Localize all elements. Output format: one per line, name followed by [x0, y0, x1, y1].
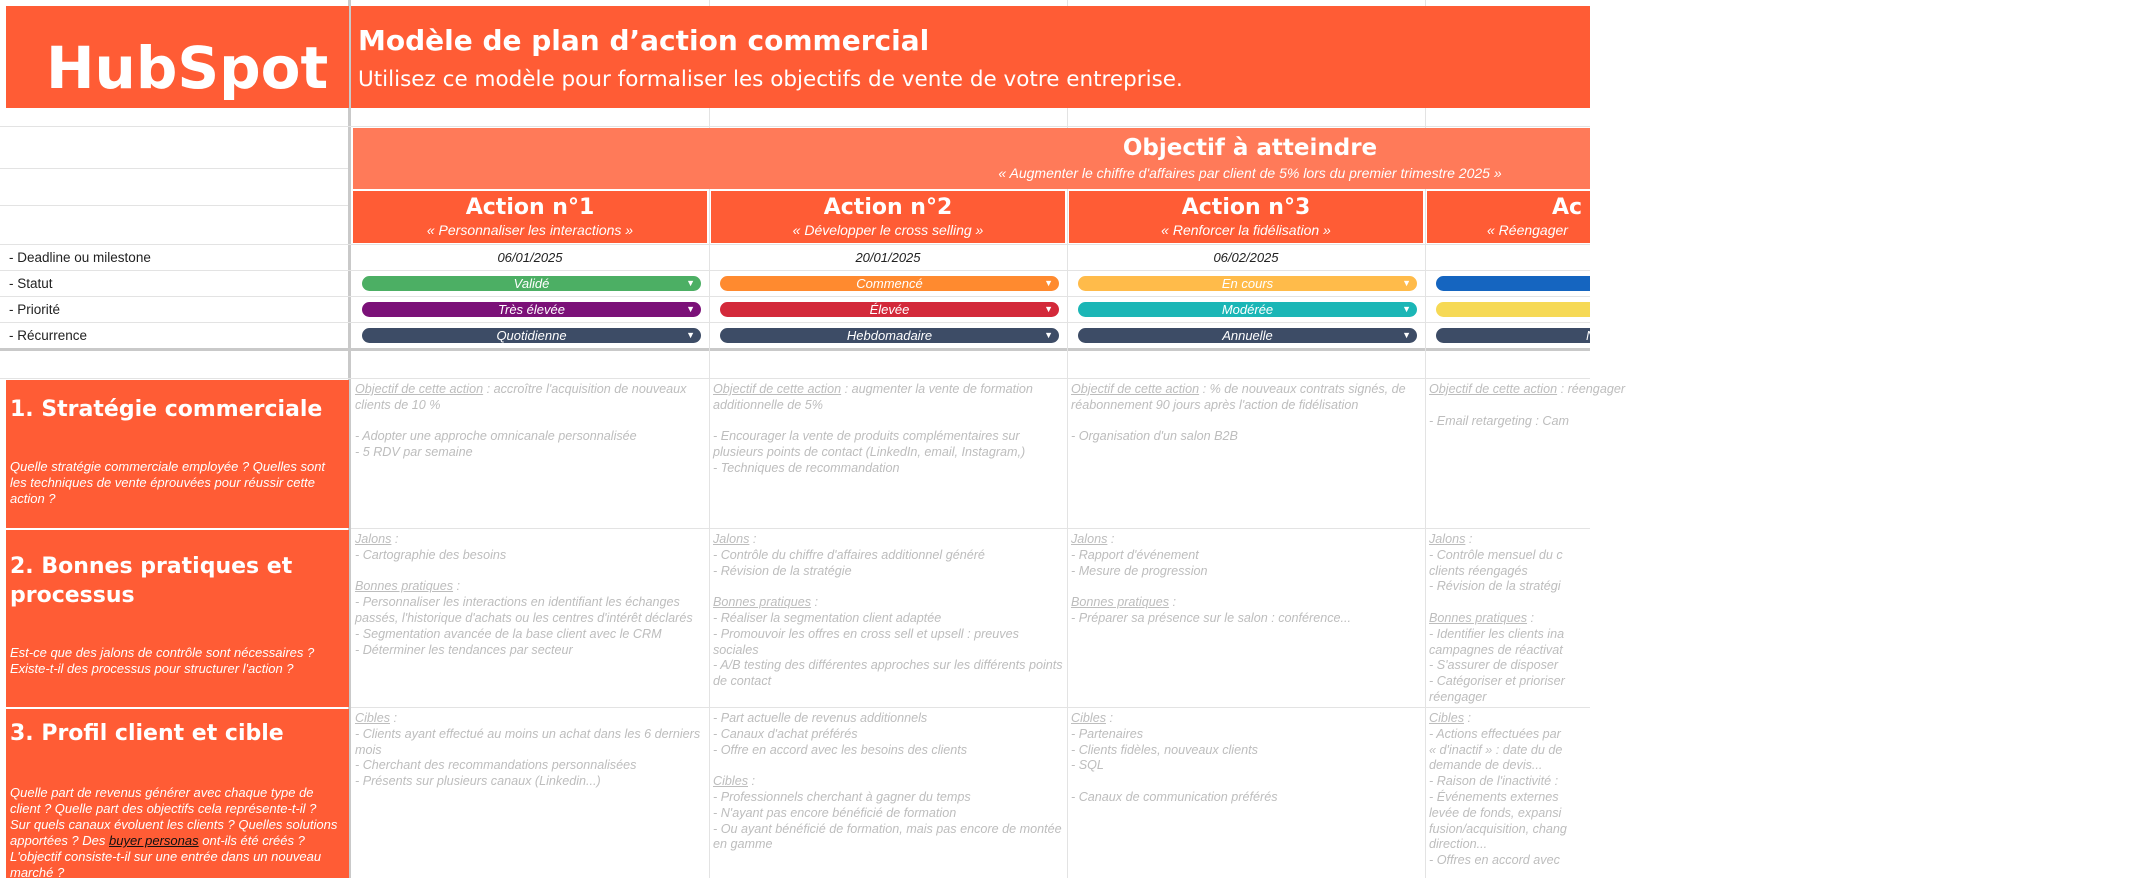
page-title: Modèle de plan d’action commercial: [358, 24, 930, 57]
recurrence-value: Hebdomadaire: [846, 328, 933, 343]
buyer-personas-link[interactable]: buyer personas: [109, 833, 199, 848]
objective-banner: [353, 128, 1590, 189]
dropdown-arrow-icon: ▼: [1402, 330, 1411, 340]
cell-text: : - Rapport d'événement - Mesure de progression: [1071, 532, 1208, 578]
statut-dropdown[interactable]: [1436, 276, 1590, 291]
page-subtitle: Utilisez ce modèle pour formaliser les objectifs de vente de votre entreprise.: [358, 67, 1183, 92]
priorite-dropdown[interactable]: [1436, 302, 1590, 317]
section-1: [6, 380, 349, 528]
section-3: [6, 709, 349, 878]
jalons-link: Jalons: [355, 532, 392, 546]
grid-line: [0, 378, 1590, 379]
deadline-cell[interactable]: 20/01/2025: [855, 250, 921, 265]
cibles-link: Cibles: [1071, 711, 1106, 725]
jalons-link: Jalons: [1429, 532, 1466, 546]
row-label-priorite: - Priorité: [9, 302, 61, 317]
content-cell[interactable]: [1067, 380, 1425, 528]
recurrence-value: N: [1586, 328, 1596, 343]
action-title: Action n°1: [465, 195, 595, 220]
cell-text: - Part actuelle de revenus additionnels - Canaux d'achat préférés - Offre en accord avec les besoins des clients: [713, 711, 968, 757]
section-title: 1. Stratégie commerciale: [10, 397, 323, 422]
grid-line: [0, 168, 348, 169]
dropdown-arrow-icon: ▼: [1402, 304, 1411, 314]
cell-text: : - Contrôle mensuel du c clients réengagés - Révision de la stratégi: [1429, 532, 1563, 594]
question-text: ont-ils été créés ? L'objectif consiste-t-il sur une entrée dans un nouveau marché ?: [10, 833, 322, 880]
recurrence-dropdown[interactable]: [720, 328, 1059, 343]
recurrence-dropdown[interactable]: [362, 328, 701, 343]
action-header-4: [1427, 191, 1590, 243]
row-label-recurrence: - Récurrence: [9, 328, 88, 343]
priorite-dropdown[interactable]: [362, 302, 701, 317]
bonnes-pratiques-link: Bonnes pratiques: [713, 595, 812, 610]
action-title: Action n°2: [823, 195, 953, 220]
objective-title: Objectif à atteindre: [1122, 135, 1378, 161]
recurrence-value: Quotidienne: [496, 328, 567, 343]
objective-subtitle: « Augmenter le chiffre d'affaires par client de 5% lors du premier trimestre 2025 »: [998, 165, 1502, 181]
statut-value: En cours: [1221, 276, 1274, 291]
content-cell[interactable]: [351, 530, 709, 707]
section-title: 3. Profil client et cible: [10, 721, 284, 746]
deadline-cell[interactable]: 06/02/2025: [1213, 250, 1279, 265]
grid-line: [0, 126, 1590, 127]
action-header-3: [1069, 191, 1423, 243]
cell-text: : réengager - Email retargeting : Cam: [1429, 382, 1626, 428]
section-2: [6, 530, 349, 707]
cell-text: : % de nouveaux contrats signés, de réabonnement 90 jours après l'action de fidélisation - Organisation d'un salon B2B: [1071, 382, 1406, 444]
cibles-link: Cibles: [713, 774, 748, 789]
cell-text: : - Clients ayant effectué au moins un achat dans les 6 derniers mois - Cherchant des recommandations personnalisées - Présents sur plusieurs canaux (Linkedin...): [355, 711, 701, 789]
bonnes-pratiques-link: Bonnes pratiques: [1429, 610, 1528, 625]
action-subtitle: « Renforcer la fidélisation »: [1161, 222, 1331, 238]
cibles-link: Cibles: [355, 711, 390, 725]
action-subtitle: « Réengager: [1487, 222, 1568, 238]
cell-text: : - Actions effectuées par « d'inactif » : date du de demande de devis... - Raison de l'inactivité : - Événements externes levée de fonds, expansi fusion/acquisition, chang direction... - Offres en accord avec: [1429, 711, 1567, 868]
dropdown-arrow-icon: ▼: [686, 278, 695, 288]
statut-dropdown[interactable]: [1078, 276, 1417, 291]
dropdown-arrow-icon: ▼: [686, 304, 695, 314]
priorite-dropdown[interactable]: [720, 302, 1059, 317]
content-cell[interactable]: [1425, 709, 1590, 878]
priorite-value: Très élevée: [498, 302, 565, 317]
action-title: Action n°3: [1181, 195, 1311, 220]
cell-text: : - Professionnels cherchant à gagner du temps - N'ayant pas encore bénéficié de formation - Ou ayant bénéficié de formation, mais pas encore de montée en gamme: [713, 774, 1062, 852]
cell-text: : - Personnaliser les interactions en identifiant les échanges passés, l'historique d'achats ou les centres d'intérêt déclarés - Segmentation avancée de la base client avec le CRM - Déterminer les tendances par secteur: [355, 579, 693, 657]
row-label-statut: - Statut: [9, 276, 53, 291]
statut-value: Validé: [513, 276, 550, 291]
dropdown-arrow-icon: ▼: [1044, 304, 1053, 314]
recurrence-value: Annuelle: [1222, 328, 1273, 343]
hubspot-logo-text: HubSpot: [46, 34, 329, 102]
action-header-2: [711, 191, 1065, 243]
statut-value: Commencé: [856, 276, 923, 291]
content-cell[interactable]: [1067, 530, 1425, 707]
cell-text: : - Contrôle du chiffre d'affaires additionnel généré - Révision de la stratégie: [713, 532, 985, 578]
cell-text: : accroître l'acquisition de nouveaux clients de 10 % - Adopter une approche omnicanale personnalisée - 5 RDV par semaine: [355, 382, 687, 460]
content-cell[interactable]: [709, 380, 1067, 528]
title-banner: [351, 6, 1590, 108]
action-subtitle: « Développer le cross selling »: [792, 222, 984, 238]
dropdown-arrow-icon: ▼: [1044, 278, 1053, 288]
logo-cell: [6, 6, 349, 108]
cibles-link: Cibles: [1429, 711, 1464, 725]
objective-link: Objectif de cette action: [1429, 382, 1558, 396]
cell-text: : - Réaliser la segmentation client adaptée - Promouvoir les offres en cross sell et upsell : preuves sociales - A/B testing des différentes approches sur les différents points de contact: [713, 595, 1063, 689]
cell-text: : - Identifier les clients ina campagnes de réactivat - S'assurer de disposer - Catégoriser et prioriser réengager: [1429, 610, 1565, 704]
section-title: 2. Bonnes pratiques et processus: [10, 554, 293, 608]
content-cell[interactable]: [1425, 380, 1626, 528]
recurrence-dropdown[interactable]: [1436, 328, 1596, 343]
section-question: Est-ce que des jalons de contrôle sont nécessaires ? Existe-t-il des processus pour structurer l'action ?: [10, 645, 315, 676]
action-subtitle: « Personnaliser les interactions »: [426, 222, 634, 238]
action-title: Ac: [1552, 195, 1583, 220]
section-question: [10, 785, 340, 881]
content-cell[interactable]: [351, 709, 709, 878]
content-cell[interactable]: [709, 709, 1067, 878]
content-cell[interactable]: [351, 380, 709, 528]
dropdown-arrow-icon: ▼: [1402, 278, 1411, 288]
dropdown-arrow-icon: ▼: [1044, 330, 1053, 340]
row-label-deadline: - Deadline ou milestone: [9, 250, 151, 265]
section-question: Quelle stratégie commerciale employée ? Quelles sont les techniques de vente éprouvées pour réussir cette action ?: [10, 459, 326, 506]
objective-link: Objectif de cette action: [713, 382, 842, 396]
bonnes-pratiques-link: Bonnes pratiques: [355, 579, 454, 594]
bonnes-pratiques-link: Bonnes pratiques: [1071, 595, 1170, 610]
cell-text: : - Partenaires - Clients fidèles, nouveaux clients - SQL - Canaux de communication préférés: [1071, 711, 1278, 804]
action-header-1: [353, 191, 707, 243]
content-cell[interactable]: [709, 530, 1067, 707]
recurrence-dropdown[interactable]: [1078, 328, 1417, 343]
cell-text: : - Préparer sa présence sur le salon : conférence...: [1071, 595, 1352, 625]
content-cell[interactable]: [1425, 530, 1590, 707]
statut-dropdown[interactable]: [362, 276, 701, 291]
cell-text: : - Cartographie des besoins: [355, 532, 507, 562]
question-text: Quelle part de revenus générer avec chaque type de client ? Quelle part des objectifs cela représente-t-il ? Sur quels canaux évoluent les clients ? Quelles solutions apportées ? Des: [10, 785, 338, 848]
jalons-link: Jalons: [713, 532, 750, 546]
grid-line: [351, 528, 1590, 529]
hubspot-logo: [6, 6, 349, 108]
dropdown-arrow-icon: ▼: [686, 330, 695, 340]
priorite-value: Modérée: [1221, 302, 1274, 317]
grid-line: [0, 205, 348, 206]
priorite-value: Élevée: [869, 302, 910, 317]
objective-link: Objectif de cette action: [1071, 382, 1200, 396]
jalons-link: Jalons: [1071, 532, 1108, 546]
statut-dropdown[interactable]: [720, 276, 1059, 291]
frozen-row-divider: [0, 348, 1590, 351]
objective-link: Objectif de cette action: [355, 382, 484, 396]
priorite-dropdown[interactable]: [1078, 302, 1417, 317]
cell-text: : augmenter la vente de formation additionnelle de 5% - Encourager la vente de produits complémentaires sur plusieurs points de contact (LinkedIn, email, Instagram,) - Techniques de recommandation: [713, 382, 1033, 475]
deadline-cell[interactable]: 06/01/2025: [497, 250, 563, 265]
content-cell[interactable]: [1067, 709, 1425, 878]
grid-line: [351, 707, 1590, 708]
